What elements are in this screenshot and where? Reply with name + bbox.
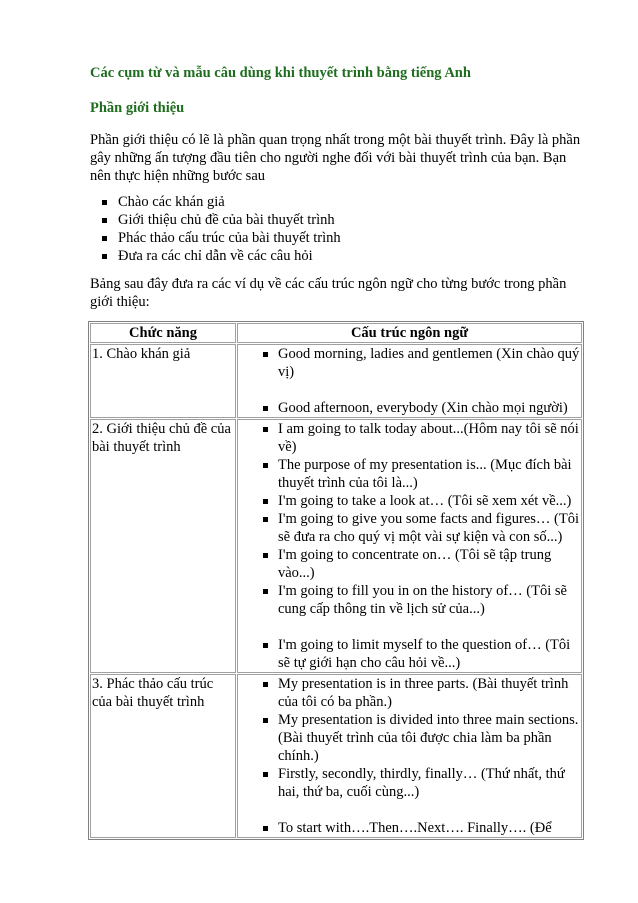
function-cell: 1. Chào khán giả (90, 344, 236, 418)
table-row (90, 674, 582, 838)
list-item: Chào các khán giả (100, 193, 590, 211)
list-item: My presentation is in three parts. (Bài thuyết trình của tôi có ba phần.) (261, 675, 580, 711)
list-item: Phác thảo cấu trúc của bài thuyết trình (100, 229, 590, 247)
header-structure: Cấu trúc ngôn ngữ (237, 323, 582, 343)
document-title: Các cụm từ và mẫu câu dùng khi thuyết trình bằng tiếng Anh (90, 65, 471, 81)
structure-cell (237, 344, 582, 418)
list-item: Good afternoon, everybody (Xin chào mọi người) (261, 399, 580, 417)
header-function: Chức năng (90, 323, 236, 343)
list-item: I'm going to concentrate on… (Tôi sẽ tập trung vào...) (261, 546, 580, 582)
table-row (90, 419, 582, 673)
function-cell: 2. Giới thiệu chủ đề của bài thuyết trình (90, 419, 236, 673)
document-page (90, 55, 590, 840)
list-item: My presentation is divided into three main sections. (Bài thuyết trình của tôi được chia làm ba phần chính.) (261, 711, 580, 765)
list-item: I am going to talk today about...(Hôm nay tôi sẽ nói về) (261, 420, 580, 456)
list-item: The purpose of my presentation is... (Mục đích bài thuyết trình của tôi là...) (261, 456, 580, 492)
table-header-row (90, 323, 582, 343)
table-row (90, 344, 582, 418)
list-item: I'm going to give you some facts and figures… (Tôi sẽ đưa ra cho quý vị một vài sự kiện và con số...) (261, 510, 580, 546)
structure-cell (237, 674, 582, 838)
list-item: Firstly, secondly, thirdly, finally… (Thứ nhất, thứ hai, thứ ba, cuối cùng...) (261, 765, 580, 801)
list-item: Good morning, ladies and gentlemen (Xin chào quý vị) (261, 345, 580, 381)
list-item: I'm going to take a look at… (Tôi sẽ xem xét về...) (261, 492, 580, 510)
list-item: Đưa ra các chỉ dẫn về các câu hỏi (100, 247, 590, 265)
steps-list (90, 193, 590, 265)
list-item: I'm going to fill you in on the history of… (Tôi sẽ cung cấp thông tin về lịch sử của...) (261, 582, 580, 618)
list-item: I'm going to limit myself to the question of… (Tôi sẽ tự giới hạn cho câu hỏi về...) (261, 636, 580, 672)
list-item: Giới thiệu chủ đề của bài thuyết trình (100, 211, 590, 229)
intro-paragraph: Phần giới thiệu có lẽ là phần quan trọng nhất trong một bài thuyết trình. Đây là phần gây những ấn tượng đầu tiên cho người nghe đối với bài thuyết trình của bạn. Bạn nên thực hiện những bước sau (90, 132, 581, 184)
function-cell: 3. Phác thảo cấu trúc của bài thuyết trình (90, 674, 236, 838)
section-heading: Phần giới thiệu (90, 100, 185, 116)
language-structures-table (88, 321, 584, 840)
structure-cell (237, 419, 582, 673)
list-item: To start with….Then….Next…. Finally…. (Để (261, 819, 580, 837)
table-intro-paragraph: Bảng sau đây đưa ra các ví dụ về các cấu trúc ngôn ngữ cho từng bước trong phần giới thiệu: (90, 276, 567, 310)
